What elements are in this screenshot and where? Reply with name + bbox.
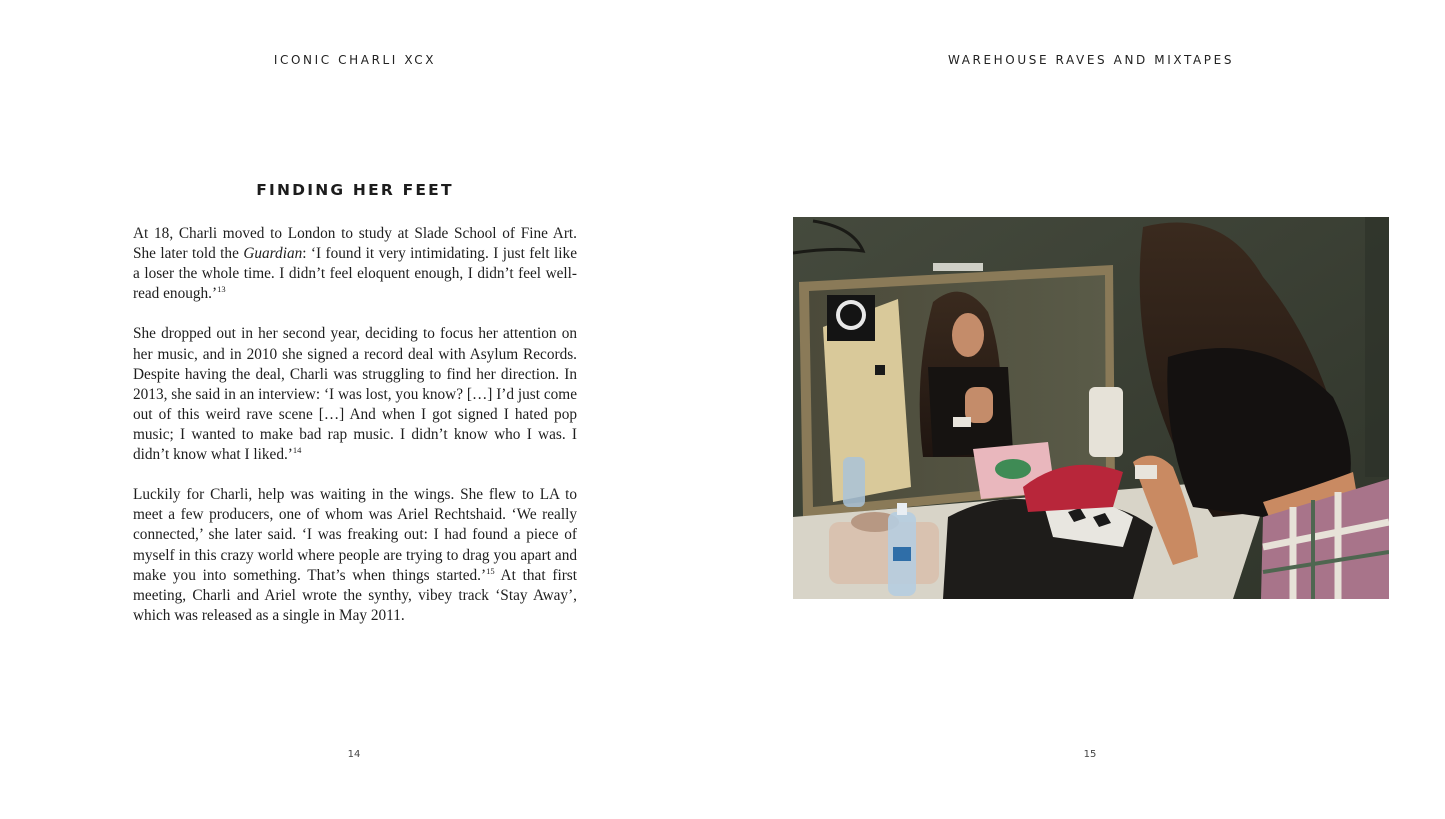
paragraph-text: At 18, Charli moved to London to study at Slade School of Fine Art. She later told the	[133, 225, 577, 263]
running-head-book-title: ICONIC CHARLI XCX	[273, 53, 437, 67]
left-page	[0, 0, 722, 819]
footnote-marker[interactable]: 15	[486, 565, 495, 576]
section-heading: FINDING HER FEET	[256, 181, 454, 199]
publication-name: Guardian	[243, 245, 303, 263]
page-number: 15	[1083, 749, 1097, 760]
paragraph-2	[133, 324, 577, 465]
backstage-photo	[793, 217, 1389, 599]
page-number: 14	[347, 749, 361, 760]
paragraph-text: Luckily for Charli, help was waiting in the wings. She flew to LA to meet a few producers, one of whom was Ariel Rechtshaid. ‘We really connected,’ she later said. ‘I was freaking out: I had found a piece of myself in this crazy world where people are trying to drag you apart and make you into something. That’s when things started.’	[133, 486, 577, 584]
paragraph-3	[133, 485, 577, 626]
footnote-marker[interactable]: 14	[292, 445, 302, 456]
paragraph-text: At that first meeting, Charli and Ariel wrote the synthy, vibey track ‘Stay Away’, which was released as a single in May 2011.	[133, 566, 577, 624]
paragraph-text: She dropped out in her second year, deciding to focus her attention on her music, and in 2010 she signed a record deal with Asylum Records. Despite having the deal, Charli was struggling to find her direction. In 2013, she said in an interview: ‘I was lost, you know? […] I’d just come out of this weird rave scene […] And when I got signed I hated pop music; I wanted to make bad rap music. I didn’t know who I was. I didn’t know what I liked.’	[133, 325, 577, 464]
paragraph-1	[133, 224, 577, 304]
right-page	[722, 0, 1445, 819]
running-head-chapter-title: WAREHOUSE RAVES AND MIXTAPES	[947, 53, 1235, 67]
paragraph-text: : ‘I found it very intimidating. I just felt like a loser the whole time. I didn’t feel eloquent enough, I didn’t feel well-read enough.’	[133, 245, 577, 303]
body-text	[133, 224, 577, 626]
footnote-marker[interactable]: 13	[217, 284, 226, 295]
photo-illustration	[793, 217, 1389, 599]
